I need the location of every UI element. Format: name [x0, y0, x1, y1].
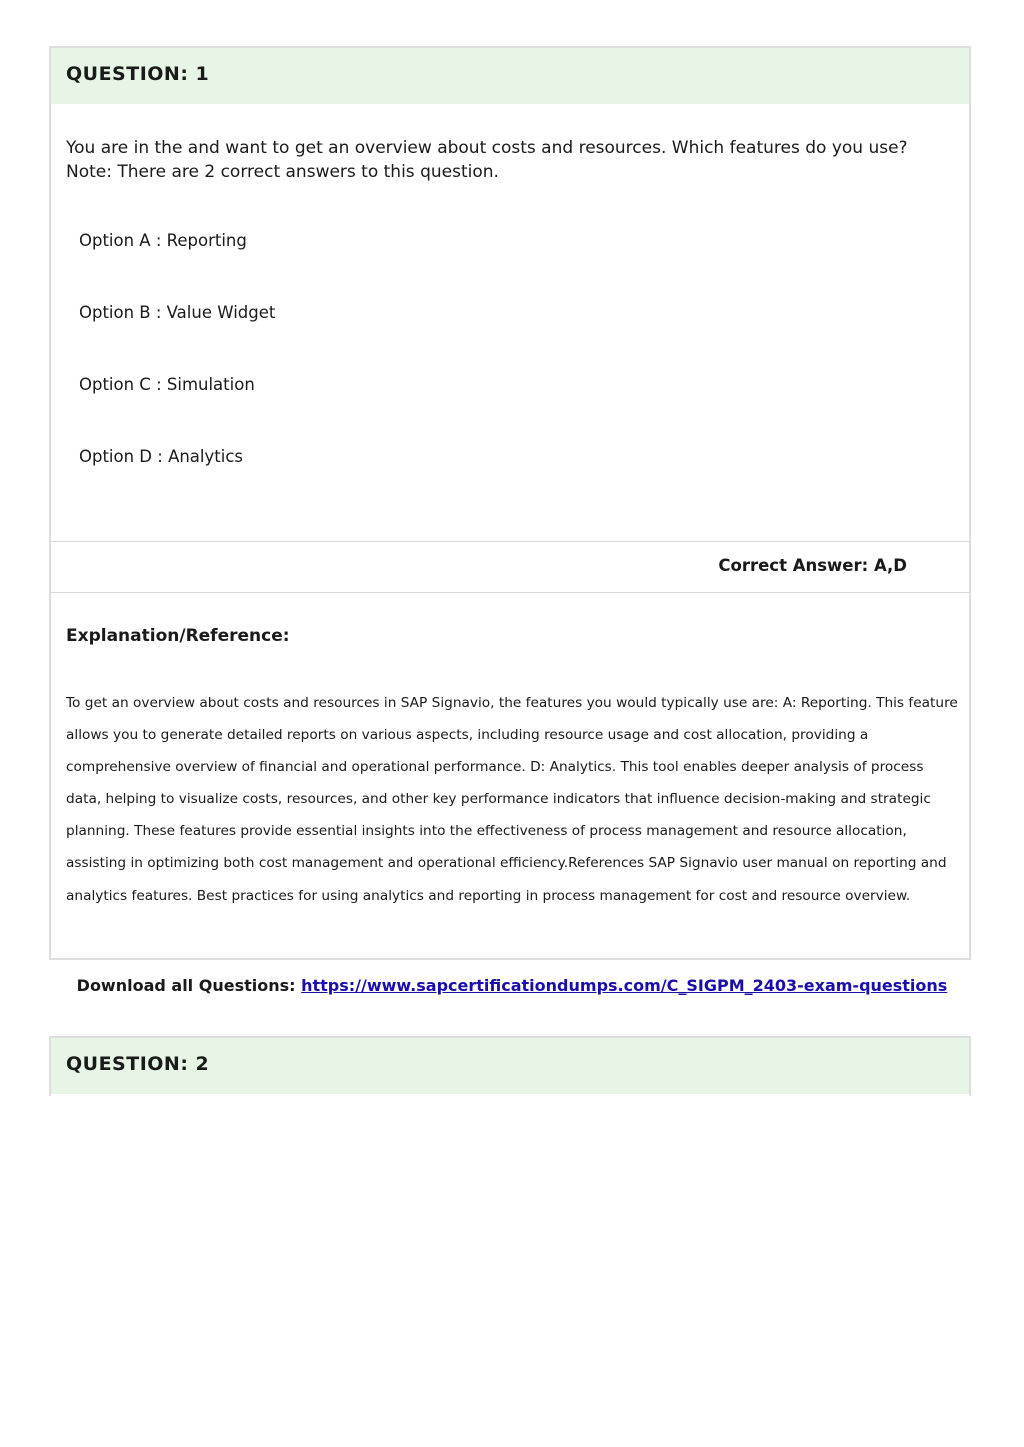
question-text: You are in the and want to get an overview about costs and resources. Which features do you use?Note: There are 2 correct answers to this question.	[66, 138, 908, 182]
correct-answer: Correct Answer: A,D	[718, 556, 907, 575]
question-card-1	[49, 46, 971, 960]
question-header	[51, 1038, 969, 1094]
correct-answer-row	[51, 541, 969, 593]
option-d: Option D : Analytics	[79, 447, 243, 466]
download-all-row	[0, 976, 1024, 995]
question-title: QUESTION: 2	[66, 1053, 210, 1075]
question-header	[51, 48, 969, 104]
option-c: Option C : Simulation	[79, 375, 255, 394]
download-link[interactable]: https://www.sapcertificationdumps.com/C_SIGPM_2403-exam-questions	[301, 976, 948, 995]
question-card-2	[49, 1036, 971, 1096]
option-b: Option B : Value Widget	[79, 303, 276, 322]
option-a: Option A : Reporting	[79, 231, 247, 250]
explanation-text: To get an overview about costs and resources in SAP Signavio, the features you would typically use are: A: Reporting. This feature allows you to generate detailed reports on various aspects, including resource usage and cost allocation, providing a comprehensive overview of financial and operational performance. D: Analytics. This tool enables deeper analysis of process data, helping to visualize costs, resources, and other key performance indicators that influence decision-making and strategic planning. These features provide essential insights into the effectiveness of process management and resource allocation, assisting in optimizing both cost management and operational efficiency.References SAP Signavio user manual on reporting and analytics features. Best practices for using analytics and reporting in process management for cost and resource overview.	[66, 695, 958, 904]
download-label: Download all Questions:	[76, 976, 302, 995]
explanation-heading: Explanation/Reference:	[66, 626, 290, 646]
question-title: QUESTION: 1	[66, 63, 210, 85]
